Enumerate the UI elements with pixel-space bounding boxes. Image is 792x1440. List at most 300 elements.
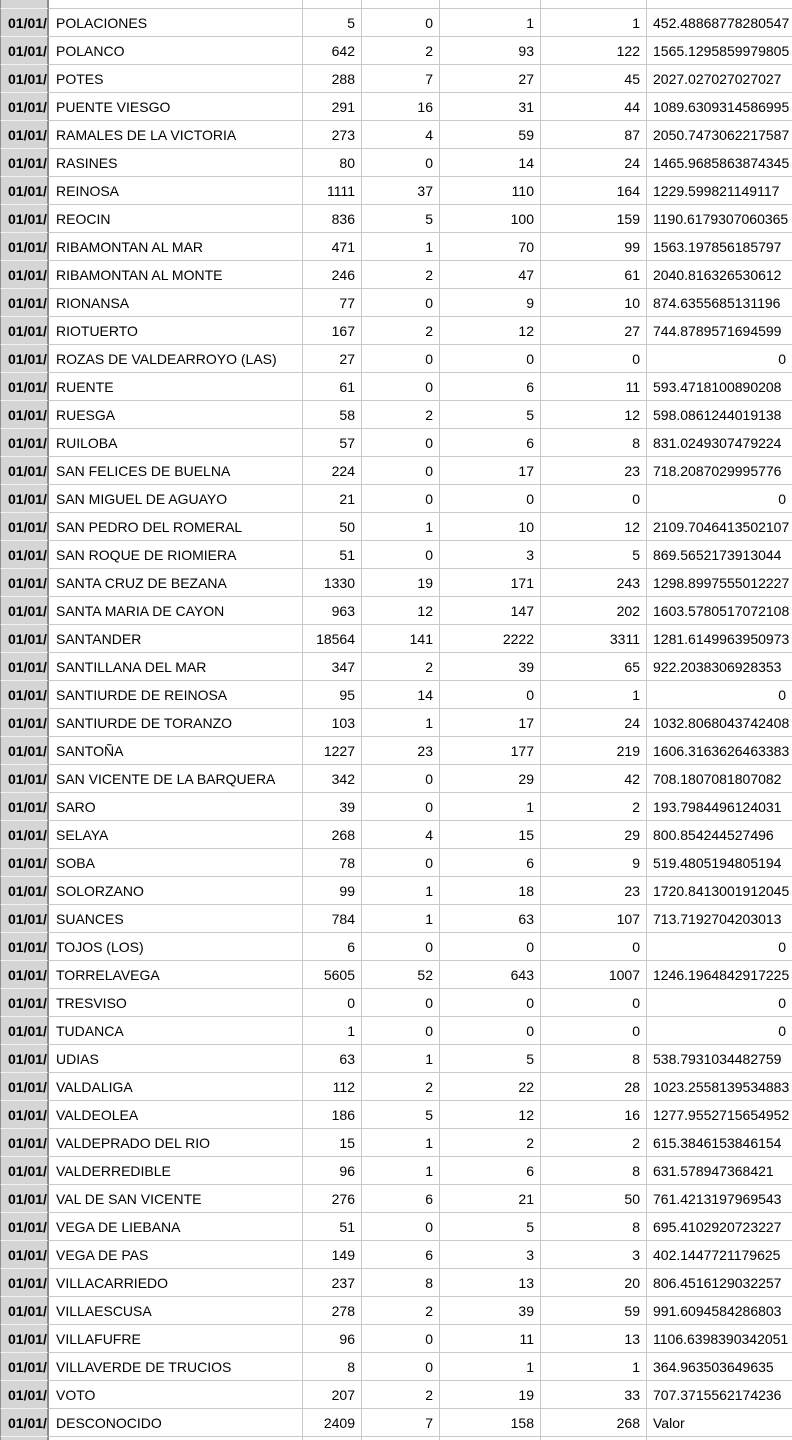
value-cell[interactable]: 8 xyxy=(362,1269,440,1297)
value-cell[interactable]: 6 xyxy=(362,1185,440,1213)
value-cell[interactable]: 87 xyxy=(541,121,647,149)
value-cell[interactable]: 5605 xyxy=(303,961,362,989)
value-cell[interactable]: 219 xyxy=(541,737,647,765)
value-cell[interactable]: 0 xyxy=(440,345,541,373)
value-cell[interactable]: 2 xyxy=(541,1129,647,1157)
date-cell[interactable]: 01/01/ xyxy=(0,1409,49,1437)
municipality-cell[interactable]: SAN MIGUEL DE AGUAYO xyxy=(49,485,303,513)
value-cell[interactable]: 27 xyxy=(541,317,647,345)
value-cell[interactable]: 61 xyxy=(303,373,362,401)
date-cell[interactable]: 01/01/ xyxy=(0,457,49,485)
value-cell[interactable]: 15 xyxy=(303,1129,362,1157)
municipality-cell[interactable]: SUANCES xyxy=(49,905,303,933)
municipality-cell[interactable]: VEGA DE LIEBANA xyxy=(49,1213,303,1241)
value-cell[interactable]: 1 xyxy=(541,681,647,709)
rate-cell[interactable]: 1603.5780517072108 xyxy=(647,597,792,625)
value-cell[interactable]: 2 xyxy=(541,793,647,821)
municipality-cell[interactable]: ROZAS DE VALDEARROYO (LAS) xyxy=(49,345,303,373)
value-cell[interactable]: 0 xyxy=(541,1017,647,1045)
value-cell[interactable]: 1 xyxy=(303,1017,362,1045)
municipality-cell[interactable]: REOCIN xyxy=(49,205,303,233)
value-cell[interactable]: 9 xyxy=(440,289,541,317)
municipality-cell[interactable]: SARO xyxy=(49,793,303,821)
value-cell[interactable]: 158 xyxy=(440,1409,541,1437)
value-cell[interactable]: 58 xyxy=(303,401,362,429)
date-cell[interactable]: 01/01/ xyxy=(0,1101,49,1129)
value-cell[interactable]: 99 xyxy=(303,877,362,905)
municipality-cell[interactable]: SELAYA xyxy=(49,821,303,849)
empty-cell[interactable] xyxy=(440,0,541,9)
value-cell[interactable]: 159 xyxy=(541,205,647,233)
value-cell[interactable]: 18 xyxy=(440,877,541,905)
value-cell[interactable]: 13 xyxy=(440,1269,541,1297)
value-cell[interactable]: 2409 xyxy=(303,1409,362,1437)
rate-cell[interactable]: 713.7192704203013 xyxy=(647,905,792,933)
value-cell[interactable]: 1 xyxy=(362,1129,440,1157)
date-cell[interactable]: 01/01/ xyxy=(0,709,49,737)
value-cell[interactable]: 39 xyxy=(303,793,362,821)
date-cell[interactable]: 01/01/ xyxy=(0,681,49,709)
value-cell[interactable]: 6 xyxy=(303,933,362,961)
municipality-cell[interactable]: RUILOBA xyxy=(49,429,303,457)
value-cell[interactable]: 17 xyxy=(440,457,541,485)
value-cell[interactable]: 2 xyxy=(362,261,440,289)
rate-cell[interactable]: 800.854244527496 xyxy=(647,821,792,849)
value-cell[interactable]: 11 xyxy=(440,1325,541,1353)
rate-cell[interactable]: 615.3846153846154 xyxy=(647,1129,792,1157)
value-cell[interactable]: 23 xyxy=(541,877,647,905)
value-cell[interactable]: 93 xyxy=(440,37,541,65)
municipality-cell[interactable]: SANTANDER xyxy=(49,625,303,653)
value-cell[interactable]: 0 xyxy=(362,149,440,177)
municipality-cell[interactable]: VALDALIGA xyxy=(49,1073,303,1101)
value-cell[interactable]: 42 xyxy=(541,765,647,793)
date-cell[interactable]: 01/01/ xyxy=(0,1185,49,1213)
date-cell[interactable]: 01/01/ xyxy=(0,989,49,1017)
municipality-cell[interactable]: TUDANCA xyxy=(49,1017,303,1045)
value-cell[interactable]: 14 xyxy=(440,149,541,177)
value-cell[interactable]: 0 xyxy=(362,9,440,37)
value-cell[interactable]: 237 xyxy=(303,1269,362,1297)
value-cell[interactable]: 8 xyxy=(541,1045,647,1073)
empty-cell[interactable] xyxy=(541,0,647,9)
value-cell[interactable]: 8 xyxy=(541,1157,647,1185)
date-cell[interactable]: 01/01/ xyxy=(0,205,49,233)
value-cell[interactable]: 0 xyxy=(362,373,440,401)
value-cell[interactable]: 784 xyxy=(303,905,362,933)
value-cell[interactable]: 12 xyxy=(541,401,647,429)
date-cell[interactable]: 01/01/ xyxy=(0,93,49,121)
rate-cell[interactable]: 1229.599821149117 xyxy=(647,177,792,205)
value-cell[interactable]: 107 xyxy=(541,905,647,933)
value-cell[interactable]: 10 xyxy=(440,513,541,541)
value-cell[interactable]: 5 xyxy=(440,401,541,429)
date-cell[interactable]: 01/01/ xyxy=(0,1325,49,1353)
value-cell[interactable]: 10 xyxy=(541,289,647,317)
value-cell[interactable]: 0 xyxy=(362,849,440,877)
value-cell[interactable]: 278 xyxy=(303,1297,362,1325)
value-cell[interactable]: 37 xyxy=(362,177,440,205)
empty-cell[interactable] xyxy=(362,0,440,9)
rate-cell[interactable]: 538.7931034482759 xyxy=(647,1045,792,1073)
rate-cell[interactable]: 874.6355685131196 xyxy=(647,289,792,317)
municipality-cell[interactable]: TOJOS (LOS) xyxy=(49,933,303,961)
municipality-cell[interactable]: RASINES xyxy=(49,149,303,177)
value-cell[interactable]: 29 xyxy=(440,765,541,793)
value-cell[interactable]: 0 xyxy=(362,485,440,513)
date-cell[interactable]: 01/01/ xyxy=(0,821,49,849)
value-cell[interactable]: 0 xyxy=(541,933,647,961)
rate-cell[interactable]: 869.5652173913044 xyxy=(647,541,792,569)
value-cell[interactable]: 8 xyxy=(303,1353,362,1381)
value-cell[interactable]: 224 xyxy=(303,457,362,485)
value-cell[interactable]: 23 xyxy=(362,737,440,765)
value-cell[interactable]: 63 xyxy=(303,1045,362,1073)
value-cell[interactable]: 202 xyxy=(541,597,647,625)
value-cell[interactable]: 0 xyxy=(362,1325,440,1353)
value-cell[interactable]: 0 xyxy=(541,485,647,513)
value-cell[interactable]: 8 xyxy=(541,1213,647,1241)
value-cell[interactable]: 78 xyxy=(303,849,362,877)
municipality-cell[interactable]: VALDERREDIBLE xyxy=(49,1157,303,1185)
value-cell[interactable]: 3 xyxy=(541,1241,647,1269)
value-cell[interactable]: 31 xyxy=(440,93,541,121)
value-cell[interactable]: 24 xyxy=(541,149,647,177)
value-cell[interactable]: 0 xyxy=(362,793,440,821)
date-cell[interactable]: 01/01/ xyxy=(0,429,49,457)
value-cell[interactable]: 122 xyxy=(541,37,647,65)
date-cell[interactable]: 01/01/ xyxy=(0,289,49,317)
municipality-cell[interactable]: VILLAVERDE DE TRUCIOS xyxy=(49,1353,303,1381)
date-cell[interactable]: 01/01/ xyxy=(0,9,49,37)
value-cell[interactable]: 0 xyxy=(362,765,440,793)
municipality-cell[interactable]: RIBAMONTAN AL MONTE xyxy=(49,261,303,289)
date-cell[interactable]: 01/01/ xyxy=(0,1129,49,1157)
rate-cell[interactable]: 831.0249307479224 xyxy=(647,429,792,457)
value-cell[interactable]: 103 xyxy=(303,709,362,737)
rate-cell[interactable]: 0 xyxy=(647,933,792,961)
value-cell[interactable]: 20 xyxy=(541,1269,647,1297)
value-cell[interactable]: 268 xyxy=(303,821,362,849)
rate-cell[interactable]: 1720.8413001912045 xyxy=(647,877,792,905)
rate-cell[interactable]: 1281.6149963950973 xyxy=(647,625,792,653)
rate-cell[interactable]: 1106.6398390342051 xyxy=(647,1325,792,1353)
municipality-cell[interactable]: VILLAFUFRE xyxy=(49,1325,303,1353)
value-cell[interactable]: 19 xyxy=(440,1381,541,1409)
value-cell[interactable]: 45 xyxy=(541,65,647,93)
value-cell[interactable]: 18564 xyxy=(303,625,362,653)
date-cell[interactable]: 01/01/ xyxy=(0,961,49,989)
rate-cell[interactable]: 0 xyxy=(647,989,792,1017)
value-cell[interactable]: 7 xyxy=(362,65,440,93)
date-cell[interactable]: 01/01/ xyxy=(0,1241,49,1269)
rate-cell[interactable]: 1606.3163626463383 xyxy=(647,737,792,765)
rate-cell[interactable]: 0 xyxy=(647,681,792,709)
rate-cell[interactable]: 922.2038306928353 xyxy=(647,653,792,681)
value-cell[interactable]: 0 xyxy=(362,933,440,961)
value-cell[interactable]: 77 xyxy=(303,289,362,317)
value-cell[interactable]: 61 xyxy=(541,261,647,289)
value-cell[interactable]: 0 xyxy=(362,1353,440,1381)
value-cell[interactable]: 3 xyxy=(440,1241,541,1269)
municipality-cell[interactable]: POLANCO xyxy=(49,37,303,65)
rate-cell[interactable]: 0 xyxy=(647,345,792,373)
value-cell[interactable]: 57 xyxy=(303,429,362,457)
value-cell[interactable]: 291 xyxy=(303,93,362,121)
value-cell[interactable]: 3311 xyxy=(541,625,647,653)
value-cell[interactable]: 0 xyxy=(541,989,647,1017)
value-cell[interactable]: 1 xyxy=(362,709,440,737)
value-cell[interactable]: 112 xyxy=(303,1073,362,1101)
value-cell[interactable]: 273 xyxy=(303,121,362,149)
municipality-cell[interactable]: RIONANSA xyxy=(49,289,303,317)
value-cell[interactable]: 171 xyxy=(440,569,541,597)
value-cell[interactable]: 0 xyxy=(362,429,440,457)
value-cell[interactable]: 6 xyxy=(440,429,541,457)
value-cell[interactable]: 28 xyxy=(541,1073,647,1101)
value-cell[interactable]: 0 xyxy=(440,485,541,513)
municipality-cell[interactable]: TRESVISO xyxy=(49,989,303,1017)
date-cell[interactable]: 01/01/ xyxy=(0,345,49,373)
value-cell[interactable]: 50 xyxy=(541,1185,647,1213)
value-cell[interactable]: 1007 xyxy=(541,961,647,989)
value-cell[interactable]: 1227 xyxy=(303,737,362,765)
municipality-cell[interactable]: SANTIURDE DE TORANZO xyxy=(49,709,303,737)
value-cell[interactable]: 96 xyxy=(303,1157,362,1185)
value-cell[interactable]: 141 xyxy=(362,625,440,653)
value-cell[interactable]: 21 xyxy=(440,1185,541,1213)
municipality-cell[interactable]: SANTILLANA DEL MAR xyxy=(49,653,303,681)
date-cell[interactable]: 01/01/ xyxy=(0,37,49,65)
value-cell[interactable]: 0 xyxy=(362,289,440,317)
value-cell[interactable]: 0 xyxy=(440,933,541,961)
date-cell[interactable]: 01/01/ xyxy=(0,121,49,149)
municipality-cell[interactable]: RAMALES DE LA VICTORIA xyxy=(49,121,303,149)
value-cell[interactable]: 100 xyxy=(440,205,541,233)
value-cell[interactable]: 6 xyxy=(440,849,541,877)
value-cell[interactable]: 59 xyxy=(440,121,541,149)
value-cell[interactable]: 50 xyxy=(303,513,362,541)
value-cell[interactable]: 33 xyxy=(541,1381,647,1409)
value-cell[interactable]: 0 xyxy=(440,1017,541,1045)
date-cell[interactable]: 01/01/ xyxy=(0,149,49,177)
date-cell[interactable]: 01/01/ xyxy=(0,1157,49,1185)
value-cell[interactable]: 16 xyxy=(362,93,440,121)
municipality-cell[interactable]: SANTA CRUZ DE BEZANA xyxy=(49,569,303,597)
rate-cell[interactable]: 519.4805194805194 xyxy=(647,849,792,877)
date-cell[interactable]: 01/01/ xyxy=(0,793,49,821)
rate-cell[interactable]: 631.578947368421 xyxy=(647,1157,792,1185)
rate-cell[interactable]: 1023.2558139534883 xyxy=(647,1073,792,1101)
value-cell[interactable]: 51 xyxy=(303,1213,362,1241)
value-cell[interactable]: 2 xyxy=(362,401,440,429)
value-cell[interactable]: 11 xyxy=(541,373,647,401)
municipality-cell[interactable]: VALDEOLEA xyxy=(49,1101,303,1129)
value-cell[interactable]: 147 xyxy=(440,597,541,625)
value-cell[interactable]: 63 xyxy=(440,905,541,933)
municipality-cell[interactable]: SAN FELICES DE BUELNA xyxy=(49,457,303,485)
value-cell[interactable]: 1 xyxy=(440,1353,541,1381)
rate-cell[interactable]: 991.6094584286803 xyxy=(647,1297,792,1325)
value-cell[interactable]: 1 xyxy=(541,1353,647,1381)
rate-cell[interactable]: 193.7984496124031 xyxy=(647,793,792,821)
value-cell[interactable]: 110 xyxy=(440,177,541,205)
date-cell[interactable]: 01/01/ xyxy=(0,401,49,429)
date-cell[interactable]: 01/01/ xyxy=(0,373,49,401)
date-cell[interactable]: 01/01/ xyxy=(0,905,49,933)
rate-cell[interactable]: 2027.027027027027 xyxy=(647,65,792,93)
value-cell[interactable]: 5 xyxy=(541,541,647,569)
value-cell[interactable]: 276 xyxy=(303,1185,362,1213)
rate-cell[interactable]: 1246.1964842917225 xyxy=(647,961,792,989)
value-cell[interactable]: 19 xyxy=(362,569,440,597)
value-cell[interactable]: 24 xyxy=(541,709,647,737)
municipality-cell[interactable]: REINOSA xyxy=(49,177,303,205)
date-cell[interactable]: 01/01/ xyxy=(0,1297,49,1325)
municipality-cell[interactable]: RIOTUERTO xyxy=(49,317,303,345)
value-cell[interactable]: 2 xyxy=(362,1297,440,1325)
value-cell[interactable]: 5 xyxy=(440,1045,541,1073)
rate-cell[interactable]: 0 xyxy=(647,1017,792,1045)
date-cell[interactable]: 01/01/ xyxy=(0,1073,49,1101)
rate-cell[interactable]: 1298.8997555012227 xyxy=(647,569,792,597)
date-cell[interactable]: 01/01/ xyxy=(0,261,49,289)
date-cell[interactable]: 01/01/ xyxy=(0,1017,49,1045)
municipality-cell[interactable]: PUENTE VIESGO xyxy=(49,93,303,121)
value-cell[interactable]: 9 xyxy=(541,849,647,877)
value-cell[interactable]: 39 xyxy=(440,1297,541,1325)
value-cell[interactable]: 1330 xyxy=(303,569,362,597)
value-cell[interactable]: 268 xyxy=(541,1409,647,1437)
municipality-cell[interactable]: SAN PEDRO DEL ROMERAL xyxy=(49,513,303,541)
value-cell[interactable]: 1 xyxy=(362,233,440,261)
municipality-cell[interactable]: SANTOÑA xyxy=(49,737,303,765)
date-cell[interactable]: 01/01/ xyxy=(0,233,49,261)
value-cell[interactable]: 288 xyxy=(303,65,362,93)
municipality-cell[interactable]: UDIAS xyxy=(49,1045,303,1073)
rate-cell[interactable]: 2050.7473062217587 xyxy=(647,121,792,149)
value-cell[interactable]: 5 xyxy=(362,1101,440,1129)
rate-cell[interactable]: 1190.6179307060365 xyxy=(647,205,792,233)
municipality-cell[interactable]: DESCONOCIDO xyxy=(49,1409,303,1437)
date-cell[interactable]: 01/01/ xyxy=(0,513,49,541)
value-cell[interactable]: 963 xyxy=(303,597,362,625)
value-cell[interactable]: 1 xyxy=(362,877,440,905)
value-cell[interactable]: 80 xyxy=(303,149,362,177)
value-cell[interactable]: 21 xyxy=(303,485,362,513)
value-cell[interactable]: 177 xyxy=(440,737,541,765)
value-cell[interactable]: 27 xyxy=(303,345,362,373)
value-cell[interactable]: 347 xyxy=(303,653,362,681)
municipality-cell[interactable]: SOBA xyxy=(49,849,303,877)
date-cell[interactable]: 01/01/ xyxy=(0,1045,49,1073)
empty-cell[interactable] xyxy=(647,0,792,9)
value-cell[interactable]: 0 xyxy=(440,681,541,709)
rate-cell[interactable]: 695.4102920723227 xyxy=(647,1213,792,1241)
rate-cell[interactable]: 707.3715562174236 xyxy=(647,1381,792,1409)
value-cell[interactable]: 23 xyxy=(541,457,647,485)
empty-cell[interactable] xyxy=(303,0,362,9)
municipality-cell[interactable]: SANTA MARIA DE CAYON xyxy=(49,597,303,625)
value-cell[interactable]: 12 xyxy=(362,597,440,625)
municipality-cell[interactable]: POLACIONES xyxy=(49,9,303,37)
date-cell[interactable]: 01/01/ xyxy=(0,653,49,681)
date-cell[interactable]: 01/01/ xyxy=(0,877,49,905)
value-cell[interactable]: 99 xyxy=(541,233,647,261)
value-cell[interactable]: 6 xyxy=(440,1157,541,1185)
rate-cell[interactable]: 598.0861244019138 xyxy=(647,401,792,429)
value-cell[interactable]: 0 xyxy=(440,989,541,1017)
date-cell[interactable]: 01/01/ xyxy=(0,1353,49,1381)
rate-cell[interactable]: 718.2087029995776 xyxy=(647,457,792,485)
value-cell[interactable]: 643 xyxy=(440,961,541,989)
empty-cell[interactable] xyxy=(49,0,303,9)
date-cell[interactable]: 01/01/ xyxy=(0,597,49,625)
value-cell[interactable]: 149 xyxy=(303,1241,362,1269)
value-cell[interactable]: 59 xyxy=(541,1297,647,1325)
date-cell[interactable] xyxy=(0,0,49,9)
rate-cell[interactable]: 402.1447721179625 xyxy=(647,1241,792,1269)
municipality-cell[interactable]: VILLAESCUSA xyxy=(49,1297,303,1325)
municipality-cell[interactable]: VAL DE SAN VICENTE xyxy=(49,1185,303,1213)
rate-cell[interactable]: 2040.816326530612 xyxy=(647,261,792,289)
value-cell[interactable]: 186 xyxy=(303,1101,362,1129)
rate-cell[interactable]: 0 xyxy=(647,485,792,513)
date-cell[interactable]: 01/01/ xyxy=(0,317,49,345)
municipality-cell[interactable]: VILLACARRIEDO xyxy=(49,1269,303,1297)
value-cell[interactable]: 207 xyxy=(303,1381,362,1409)
value-cell[interactable]: 44 xyxy=(541,93,647,121)
value-cell[interactable]: 70 xyxy=(440,233,541,261)
value-cell[interactable]: 12 xyxy=(440,1101,541,1129)
value-cell[interactable]: 3 xyxy=(440,541,541,569)
value-cell[interactable]: 1 xyxy=(440,9,541,37)
value-cell[interactable]: 52 xyxy=(362,961,440,989)
value-cell[interactable]: 164 xyxy=(541,177,647,205)
value-cell[interactable]: 0 xyxy=(303,989,362,1017)
rate-cell[interactable]: 1465.9685863874345 xyxy=(647,149,792,177)
date-cell[interactable]: 01/01/ xyxy=(0,541,49,569)
municipality-cell[interactable]: SAN ROQUE DE RIOMIERA xyxy=(49,541,303,569)
date-cell[interactable]: 01/01/ xyxy=(0,1381,49,1409)
rate-cell[interactable]: 2109.7046413502107 xyxy=(647,513,792,541)
value-cell[interactable]: 7 xyxy=(362,1409,440,1437)
value-cell[interactable]: 4 xyxy=(362,121,440,149)
value-cell[interactable]: 14 xyxy=(362,681,440,709)
value-cell[interactable]: 0 xyxy=(362,457,440,485)
rate-cell[interactable]: 761.4213197969543 xyxy=(647,1185,792,1213)
value-cell[interactable]: 5 xyxy=(440,1213,541,1241)
value-cell[interactable]: 471 xyxy=(303,233,362,261)
municipality-cell[interactable]: RUESGA xyxy=(49,401,303,429)
rate-cell[interactable]: 1563.197856185797 xyxy=(647,233,792,261)
date-cell[interactable]: 01/01/ xyxy=(0,849,49,877)
date-cell[interactable]: 01/01/ xyxy=(0,65,49,93)
date-cell[interactable]: 01/01/ xyxy=(0,1269,49,1297)
value-cell[interactable]: 27 xyxy=(440,65,541,93)
value-cell[interactable]: 642 xyxy=(303,37,362,65)
rate-cell[interactable]: 806.4516129032257 xyxy=(647,1269,792,1297)
value-cell[interactable]: 1 xyxy=(362,1045,440,1073)
value-cell[interactable]: 246 xyxy=(303,261,362,289)
rate-cell[interactable]: 1277.9552715654952 xyxy=(647,1101,792,1129)
date-cell[interactable]: 01/01/ xyxy=(0,737,49,765)
date-cell[interactable]: 01/01/ xyxy=(0,485,49,513)
value-cell[interactable]: 1 xyxy=(440,793,541,821)
value-cell[interactable]: 0 xyxy=(362,345,440,373)
value-cell[interactable]: 8 xyxy=(541,429,647,457)
value-cell[interactable]: 4 xyxy=(362,821,440,849)
